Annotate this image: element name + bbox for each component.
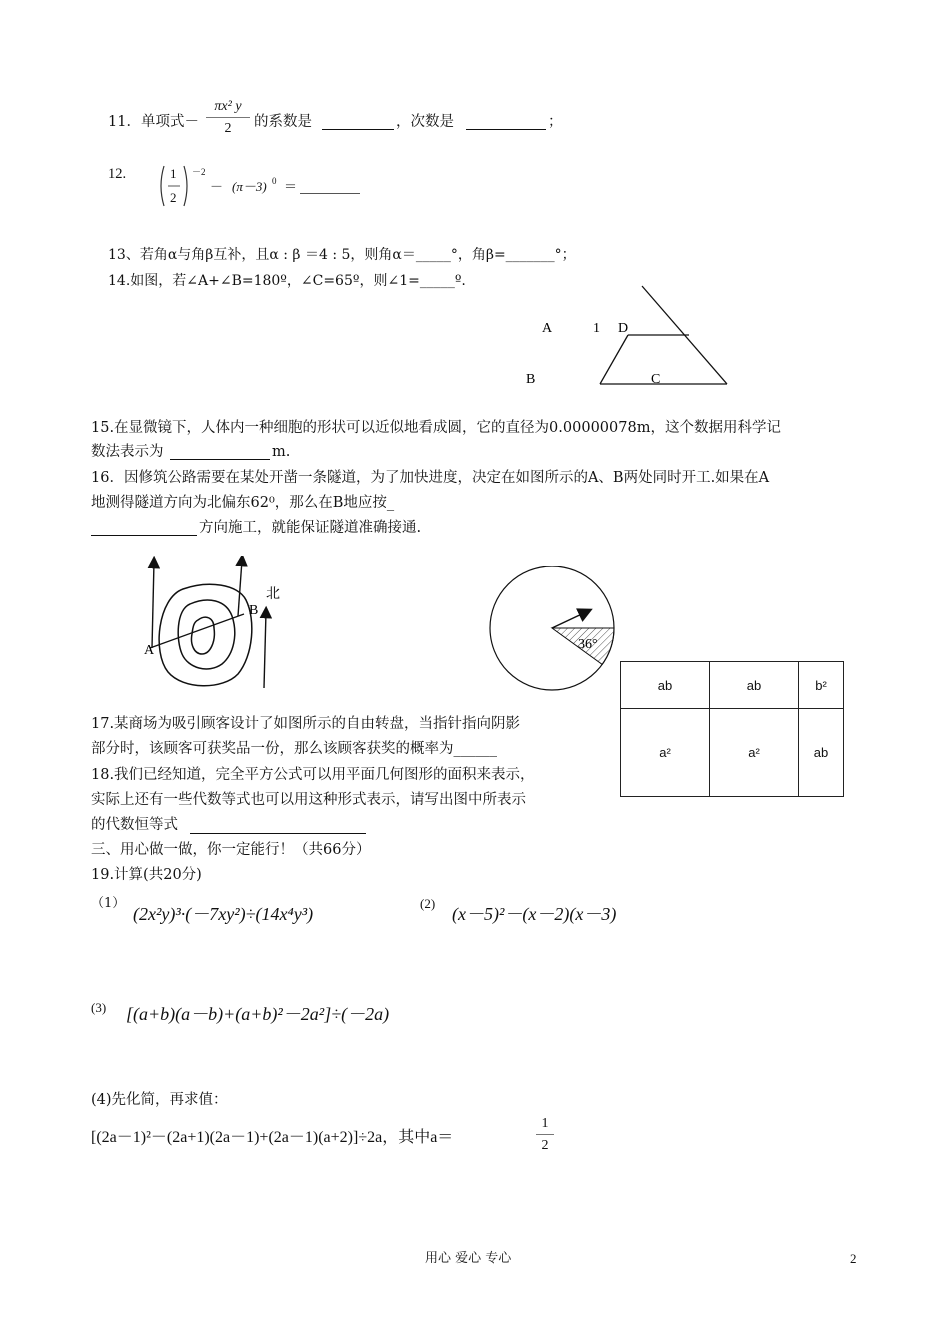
q12-number: 12. bbox=[108, 166, 127, 182]
q14-label-a: A bbox=[542, 321, 553, 336]
q14-label-d: D bbox=[618, 321, 629, 336]
north-arrow-a bbox=[152, 562, 154, 648]
q19-part4-expression: [(2a－1)²－(2a+1)(2a－1)+(2a－1)(a+2)]÷2a，其中a＝ bbox=[91, 1129, 454, 1146]
q19-part4-fraction-denominator: 2 bbox=[541, 1138, 549, 1153]
q12-equals: ＝ bbox=[284, 179, 298, 194]
q18-line2: 实际上还有一些代数等式也可以用这种形式表示，请写出图中所表示 bbox=[91, 792, 526, 808]
tunnel-label-b: B bbox=[249, 603, 259, 618]
q14-label-1: 1 bbox=[593, 321, 600, 336]
q11-text-d: ； bbox=[548, 114, 563, 130]
tunnel-line bbox=[150, 614, 244, 648]
q15-answer-blank[interactable] bbox=[170, 444, 270, 460]
q11-fraction-denominator: 2 bbox=[224, 121, 232, 136]
q12-frac-den: 2 bbox=[170, 190, 177, 205]
area-table-cell: ab bbox=[799, 709, 844, 797]
q19-part1-expression: (2x²y)³·(－7xy²)÷(14x⁴y³) bbox=[133, 904, 314, 924]
q17-line1: 17.某商场为吸引顾客设计了如图所示的自由转盘，当指针指向阴影 bbox=[91, 716, 521, 732]
area-table-cell: ab bbox=[710, 662, 799, 709]
q16-line2: 地测得隧道方向为北偏东62⁰，那么在B地应按_ bbox=[91, 495, 395, 511]
q19-part2-expression: (x－5)²－(x－2)(x－3) bbox=[452, 904, 617, 924]
tunnel-diagram bbox=[138, 556, 298, 692]
north-arrow-c bbox=[264, 612, 266, 688]
q12-frac-num: 1 bbox=[170, 166, 177, 181]
tunnel-label-north: 北 bbox=[266, 587, 280, 602]
q16-answer-blank[interactable] bbox=[91, 520, 197, 536]
q11-text-b: 的系数是 bbox=[254, 114, 312, 130]
q19-part4-label: (4)先化简，再求值： bbox=[91, 1092, 228, 1108]
q14-label-b: B bbox=[526, 372, 536, 387]
q19-title: 19.计算(共20分) bbox=[91, 867, 202, 883]
q16-line3: 方向施工，就能保证隧道准确接通. bbox=[199, 520, 422, 536]
spinner-angle-label: 36° bbox=[578, 637, 598, 652]
q15-line2-b: m. bbox=[272, 444, 291, 460]
q12-zero-exponent: 0 bbox=[272, 176, 277, 186]
q19-part3-expression: [(a+b)(a－b)+(a+b)²－2a²]÷(－2a) bbox=[126, 1004, 390, 1024]
q13-text: 13、若角α与角β互补，且α : β ＝4 : 5，则角α＝_____°，角β=_______°； bbox=[108, 247, 576, 263]
area-table bbox=[620, 661, 844, 797]
q11-fraction bbox=[206, 97, 250, 140]
q11-fraction-numerator: πx² y bbox=[206, 97, 250, 118]
q11-text-c: ，次数是 bbox=[396, 114, 454, 130]
area-table-cell: b² bbox=[799, 662, 844, 709]
q14-diagram bbox=[520, 282, 740, 390]
q19-part1-label: （1） bbox=[91, 896, 126, 911]
q16-line1: 16．因修筑公路需要在某处开凿一条隧道，为了加快进度，决定在如图所示的A、B两处同时开工.如果在A bbox=[91, 470, 770, 486]
area-table-row bbox=[621, 709, 844, 797]
q19-part3-label: (3) bbox=[91, 1000, 107, 1015]
q14-text: 14.如图，若∠A+∠B=180º，∠C=65º，则∠1=_____º. bbox=[108, 273, 466, 289]
page-number: 2 bbox=[850, 1251, 857, 1266]
spinner-diagram bbox=[488, 566, 620, 702]
q11-text-a: 11．单项式－ bbox=[108, 114, 199, 130]
q15-line2-a: 数法表示为 bbox=[91, 444, 164, 460]
q14-label-c: C bbox=[651, 372, 661, 387]
q12-answer-blank[interactable] bbox=[300, 178, 360, 194]
section3-title: 三、用心做一做，你一定能行！（共66分） bbox=[91, 842, 371, 858]
q19-part4-fraction bbox=[536, 1114, 554, 1157]
contour-inner bbox=[191, 617, 214, 654]
q18-line3: 的代数恒等式 bbox=[91, 817, 178, 833]
area-table-cell: a² bbox=[621, 709, 710, 797]
area-table-cell: a² bbox=[710, 709, 799, 797]
q11-answer-blank-1[interactable] bbox=[322, 114, 394, 130]
footer-motto: 用心 爱心 专心 bbox=[425, 1251, 512, 1266]
q19-part4-fraction-numerator: 1 bbox=[536, 1114, 554, 1135]
q18-line1: 18.我们已经知道，完全平方公式可以用平面几何图形的面积来表示， bbox=[91, 767, 535, 783]
q11-answer-blank-2[interactable] bbox=[466, 114, 546, 130]
area-table-row bbox=[621, 662, 844, 709]
area-table-cell: ab bbox=[621, 662, 710, 709]
q18-answer-blank[interactable] bbox=[190, 818, 366, 834]
q12-pi-part: (π－3) bbox=[232, 179, 267, 194]
q12-minus: － bbox=[210, 179, 224, 194]
q17-line2: 部分时，该顾客可获奖品一份，那么该顾客获奖的概率为______ bbox=[91, 741, 497, 757]
q15-line1: 15.在显微镜下，人体内一种细胞的形状可以近似地看成圆，它的直径为0.00000078m，这个数据用科学记 bbox=[91, 420, 781, 436]
q12-exponent: －2 bbox=[192, 167, 206, 177]
north-arrow-b bbox=[238, 560, 242, 616]
tunnel-label-a: A bbox=[144, 643, 155, 658]
q19-part2-label: (2) bbox=[420, 896, 436, 911]
